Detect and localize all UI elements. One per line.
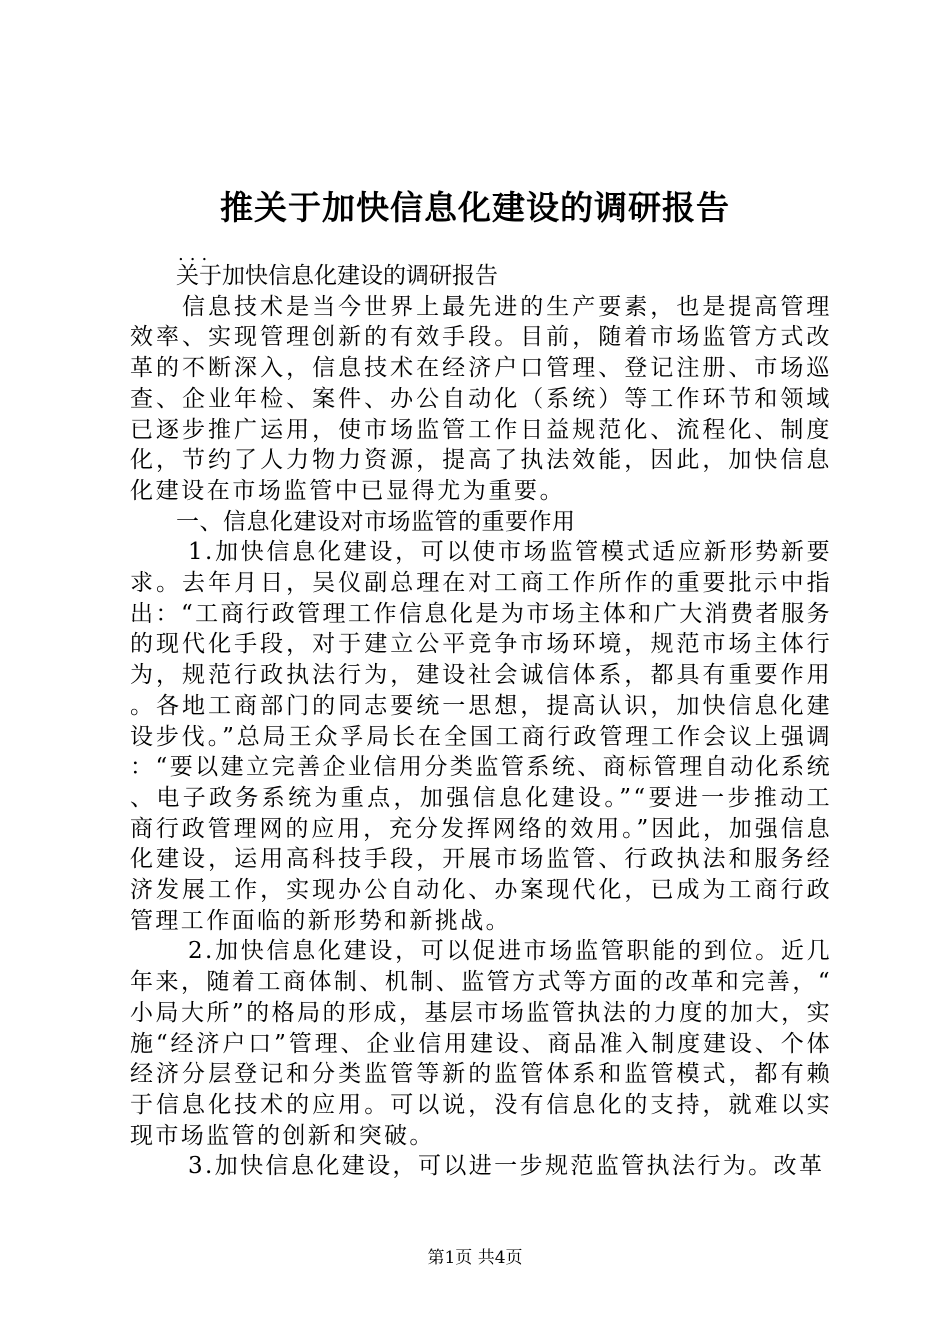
paragraph-point-2: 2.加快信息化建设，可以促进市场监管职能的到位。近几年来，随着工商体制、机制、监管方式等方面的改革和完善，“小局大所”的格局的形成，基层市场监管执法的力度的加大，实施“经济户口”管理、企业信用建设、商品准入制度建设、个体经济分层登记和分类监管等新的监管体系和监管模式，都有赖于信息化技术的应用。可以说，没有信息化的支持，就难以实现市场监管的创新和突破。 (130, 938, 832, 1149)
document-body (130, 261, 832, 1182)
report-subtitle: 关于加快信息化建设的调研报告 (176, 263, 498, 289)
section-heading-1: 一、信息化建设对市场监管的重要作用 (176, 508, 576, 535)
page-number-footer: 第1页 共4页 (427, 1248, 523, 1268)
paragraph-intro: 信息技术是当今世界上最先进的生产要素，也是提高管理效率、实现管理创新的有效手段。目前，随着市场监管方式改革的不断深入，信息技术在经济户口管理、登记注册、市场巡查、企业年检、案件、办公自动化（系统）等工作环节和领域已逐步推广运用，使市场监管工作日益规范化、流程化、制度化，节约了人力物力资源，提高了执法效能，因此，加快信息化建设在市场监管中已显得尤为重要。 (130, 293, 832, 504)
paragraph-point-3: 3.加快信息化建设，可以进一步规范监管执法行为。改革 (188, 1153, 825, 1180)
ellipsis-marker: ... (178, 244, 214, 265)
document-title: 推关于加快信息化建设的调研报告 (220, 188, 730, 227)
paragraph-point-1: 1.加快信息化建设，可以使市场监管模式适应新形势新要求。去年月日，吴仪副总理在对工商工作所作的重要批示中指出：“工商行政管理工作信息化是为市场主体和广大消费者服务的现代化手段，对于建立公平竞争市场环境，规范市场主体行为，规范行政执法行为，建设社会诚信体系，都具有重要作用。各地工商部门的同志要统一思想，提高认识，加快信息化建设步伐。”总局王众孚局长在全国工商行政管理工作会议上强调：“要以建立完善企业信用分类监管系统、商标管理自动化系统、电子政务系统为重点，加强信息化建设。”“要进一步推动工商行政管理网的应用，充分发挥网络的效用。”因此，加强信息化建设，运用高科技手段，开展市场监管、行政执法和服务经济发展工作，实现办公自动化、办案现代化，已成为工商行政管理工作面临的新形势和新挑战。 (130, 539, 832, 934)
